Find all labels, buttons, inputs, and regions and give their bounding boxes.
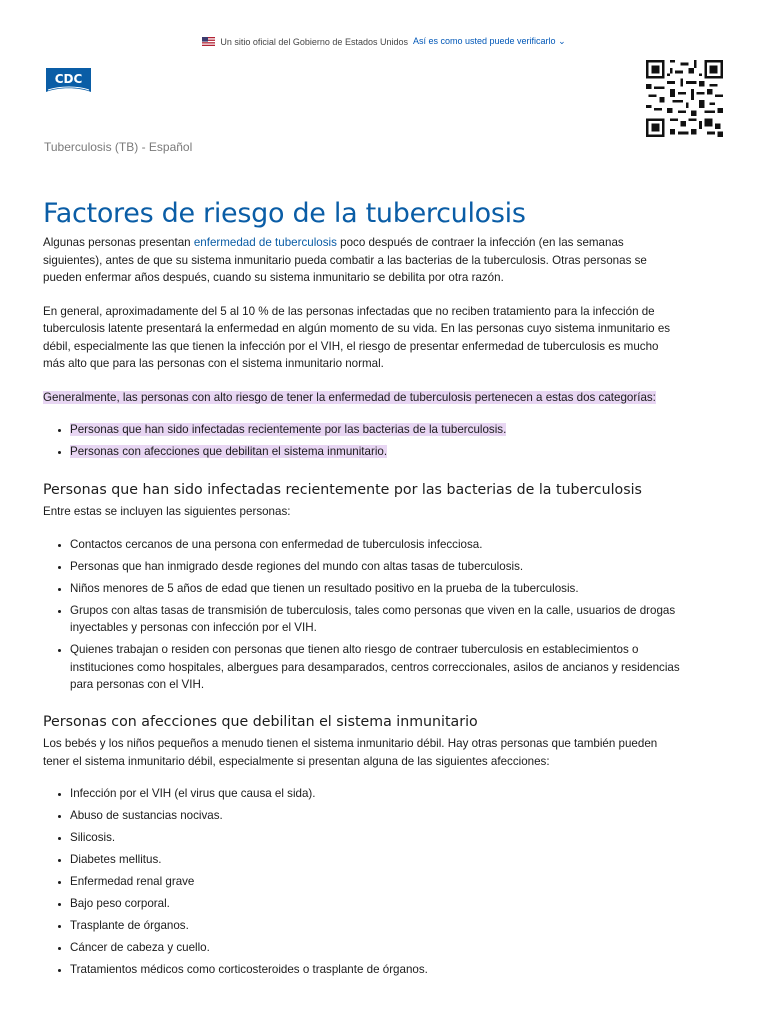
section2-intro: Los bebés y los niños pequeños a menudo tienen el sistema inmunitario débil. Hay otras personas que también pueden tener el sistema inmunitario débil, especialmente si presentan alguna de las siguientes afecciones: <box>43 737 658 768</box>
weak-immune-list <box>43 785 723 979</box>
gov-banner <box>0 36 768 47</box>
section1-intro: Entre estas se incluyen las siguientes personas: <box>43 505 291 518</box>
list-item: • Cáncer de cabeza y cuello. <box>70 939 723 957</box>
category-list <box>43 421 723 461</box>
list-item: • Silicosis. <box>70 829 723 847</box>
recent-infection-list <box>43 536 723 694</box>
list-item: • Diabetes mellitus. <box>70 851 723 869</box>
list-item: • Bajo peso corporal. <box>70 895 723 913</box>
section-heading-recent-infection: Personas que han sido infectadas recientemente por las bacterias de la tuberculosis <box>43 481 642 498</box>
verify-link[interactable]: Así es como usted puede verificarlo ⌄ <box>412 36 566 46</box>
list-item: • Quienes trabajan o residen con personas que tienen alto riesgo de contraer tuberculosis en establecimientos o instituciones como hospitales, albergues para desamparados, centros correccionales, asilos de ancianos y residencias para personas con el VIH. <box>70 641 723 694</box>
list-item: • Tratamientos médicos como corticosteroides o trasplante de órganos. <box>70 961 723 979</box>
cdc-logo[interactable] <box>44 66 93 94</box>
intro-paragraph-1: Algunas personas presentan enfermedad de tuberculosis poco después de contraer la infección (en las semanas siguientes), antes de que su sistema inmunitario pueda combatir a las bacterias de la tuberculosis. Otras personas se pueden enfermar años después, cuando su sistema inmunitario se debilita por otra razón. <box>43 236 647 284</box>
gov-banner-text: Un sitio oficial del Gobierno de Estados Unidos <box>220 36 408 47</box>
section-heading-weak-immune: Personas con afecciones que debilitan el sistema inmunitario <box>43 713 478 730</box>
list-item: • Niños menores de 5 años de edad que tienen un resultado positivo en la prueba de la tuberculosis. <box>70 580 723 598</box>
intro-paragraph-2: En general, aproximadamente del 5 al 10 % de las personas infectadas que no reciben tratamiento para la infección de tuberculosis latente presentará la enfermedad en algún momento de su vida. En las personas cuyo sistema inmunitario es débil, especialmente las que tienen la infección por el VIH, el riesgo de presentar enfermedad de tuberculosis es mucho más alto que para las personas con el sistema inmunitario normal. <box>43 304 671 370</box>
page-title: Factores de riesgo de la tuberculosis <box>43 198 526 229</box>
chevron-down-icon: ⌄ <box>558 36 566 46</box>
list-item: • Personas con afecciones que debilitan el sistema inmunitario. <box>70 443 723 461</box>
tb-disease-link[interactable]: enfermedad de tuberculosis <box>193 236 337 249</box>
list-item: • Trasplante de órganos. <box>70 917 723 935</box>
qr-code-icon <box>643 60 726 137</box>
breadcrumb[interactable]: Tuberculosis (TB) - Español <box>44 140 193 154</box>
list-item: • Infección por el VIH (el virus que causa el sida). <box>70 785 723 803</box>
list-item: • Personas que han sido infectadas recientemente por las bacterias de la tuberculosis. <box>70 421 723 439</box>
list-item: • Contactos cercanos de una persona con enfermedad de tuberculosis infecciosa. <box>70 536 723 554</box>
list-item: • Personas que han inmigrado desde regiones del mundo con altas tasas de tuberculosis. <box>70 558 723 576</box>
intro-paragraph-3: Generalmente, las personas con alto riesgo de tener la enfermedad de tuberculosis pertenecen a estas dos categorías: <box>43 390 656 404</box>
list-item: • Enfermedad renal grave <box>70 873 723 891</box>
main-content <box>43 234 723 979</box>
logo-text: CDC <box>54 72 83 86</box>
list-item: • Grupos con altas tasas de transmisión de tuberculosis, tales como personas que viven en la calle, usuarios de drogas inyectables y personas con infección por el VIH. <box>70 602 723 637</box>
list-item: • Abuso de sustancias nocivas. <box>70 807 723 825</box>
us-flag-icon <box>202 37 215 46</box>
